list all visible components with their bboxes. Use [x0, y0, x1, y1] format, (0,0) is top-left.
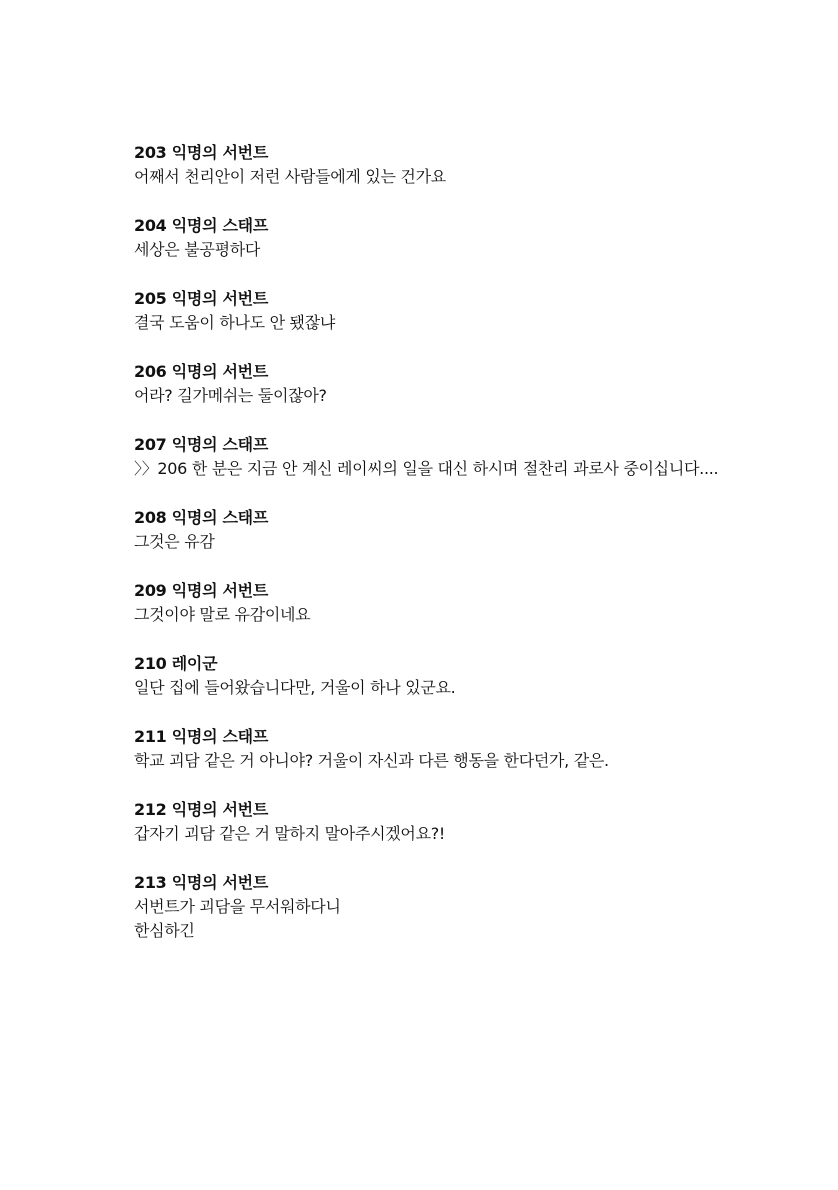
thread-content — [114, 141, 734, 968]
post-213 — [114, 871, 734, 943]
post-header: 203 익명의 서번트 — [134, 143, 268, 162]
post-header: 207 익명의 스태프 — [134, 435, 268, 454]
post-204 — [114, 214, 734, 262]
post-text: 어째서 천리안이 저런 사람들에게 있는 건가요 — [134, 167, 446, 186]
post-text: 〉〉206 한 분은 지금 안 계신 레이씨의 일을 대신 하시며 절찬리 과로사 중이십니다.... — [134, 459, 719, 478]
post-header: 210 레이군 — [134, 654, 218, 673]
post-header: 208 익명의 스태프 — [134, 508, 268, 527]
post-text: 서번트가 괴담을 무서워하다니 — [134, 897, 341, 916]
post-text: 어라? 길가메쉬는 둘이잖아? — [134, 386, 327, 405]
post-text: 그것이야 말로 유감이네요 — [134, 605, 311, 624]
post-209 — [114, 579, 734, 627]
post-header: 205 익명의 서번트 — [134, 289, 268, 308]
post-header: 211 익명의 스태프 — [134, 727, 268, 746]
post-206 — [114, 360, 734, 408]
post-210 — [114, 652, 734, 700]
post-text: 일단 집에 들어왔습니다만, 거울이 하나 있군요. — [134, 678, 456, 697]
post-203 — [114, 141, 734, 189]
post-208 — [114, 506, 734, 554]
post-header: 209 익명의 서번트 — [134, 581, 268, 600]
post-207 — [114, 433, 734, 481]
post-205 — [114, 287, 734, 335]
post-text: 학교 괴담 같은 거 아니야? 거울이 자신과 다른 행동을 한다던가, 같은. — [134, 751, 609, 770]
post-211 — [114, 725, 734, 773]
post-212 — [114, 798, 734, 846]
post-header: 204 익명의 스태프 — [134, 216, 268, 235]
post-header: 212 익명의 서번트 — [134, 800, 268, 819]
post-text: 그것은 유감 — [134, 532, 215, 551]
post-header: 206 익명의 서번트 — [134, 362, 268, 381]
post-text: 세상은 불공평하다 — [134, 240, 261, 259]
post-text: 갑자기 괴담 같은 거 말하지 말아주시겠어요?! — [134, 824, 446, 843]
post-text: 한심하긴 — [134, 921, 195, 940]
post-header: 213 익명의 서번트 — [134, 873, 268, 892]
post-text: 결국 도움이 하나도 안 됐잖냐 — [134, 313, 336, 332]
